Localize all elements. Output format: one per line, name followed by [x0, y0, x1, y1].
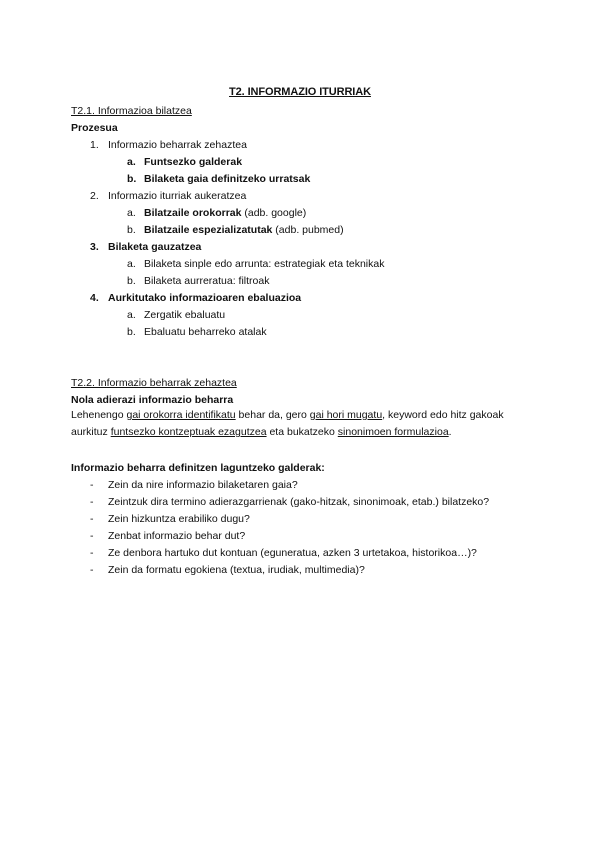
sub-item-letter: b. [127, 275, 136, 287]
question-item: Ze denbora hartuko dut kontuan (eguneratua, azken 3 urtetakoa, historikoa…)? [108, 547, 477, 559]
paragraph-text: Lehenengo [71, 409, 127, 421]
paragraph-underlined: gai orokorra identifikatu [126, 409, 236, 421]
sub-item-letter: a. [127, 156, 136, 168]
sub-item [144, 274, 269, 288]
section-2-subheading: Nola adierazi informazio beharra [71, 394, 234, 406]
sub-item-bold: Bilatzaile orokorrak [144, 207, 242, 219]
question-item: Zeintzuk dira termino adierazgarrienak (gako-hitzak, sinonimoak, etab.) bilatzeko? [108, 496, 490, 508]
sub-item [144, 206, 306, 220]
paragraph-text: , keyword edo hitz gakoak aurkituz [71, 409, 504, 438]
sub-item [144, 257, 384, 271]
list-item-number: 3. [90, 241, 99, 253]
sub-item [144, 155, 242, 169]
paragraph-text: eta bukatzeko [266, 426, 338, 438]
sub-item-letter: b. [127, 326, 136, 338]
list-item-label: Informazio iturriak aukeratzea [108, 190, 247, 202]
list-item-label: Informazio beharrak zehaztea [108, 139, 247, 151]
sub-item-rest: (adb. pubmed) [272, 224, 344, 236]
section-1-subheading: Prozesua [71, 122, 118, 134]
section-1-heading: T2.1. Informazioa bilatzea [71, 105, 192, 117]
question-item: Zenbat informazio behar dut? [108, 530, 246, 542]
question-item: Zein da formatu egokiena (textua, irudiak, multimedia)? [108, 564, 365, 576]
sub-item [144, 172, 310, 186]
list-item-number: 4. [90, 292, 99, 304]
bullet: - [90, 513, 94, 525]
list-item-label: Bilaketa gauzatzea [108, 241, 202, 253]
sub-item [144, 308, 225, 322]
paragraph-underlined: gai hori mugatu [309, 409, 383, 421]
bullet: - [90, 530, 94, 542]
paragraph-underlined: sinonimoen formulazioa [337, 426, 449, 438]
list-item-number: 1. [90, 139, 99, 151]
sub-item-letter: a. [127, 309, 136, 321]
sub-item-bold: Funtsezko galderak [144, 156, 243, 168]
document-title: T2. INFORMAZIO ITURRIAK [229, 86, 371, 98]
bullet: - [90, 564, 94, 576]
sub-item-letter: a. [127, 258, 136, 270]
paragraph-text: . [448, 426, 452, 438]
intro-paragraph [71, 407, 541, 441]
sub-item-rest: Bilaketa aurreratua: filtroak [144, 275, 270, 287]
sub-item-rest: (adb. google) [241, 207, 307, 219]
sub-item-letter: a. [127, 207, 136, 219]
sub-item-bold: Bilatzaile espezializatutak [144, 224, 273, 236]
bullet: - [90, 547, 94, 559]
sub-item [144, 325, 267, 339]
sub-item [144, 223, 344, 237]
paragraph-text: behar da, gero [235, 409, 310, 421]
sub-item-rest: Bilaketa sinple edo arrunta: estrategiak eta teknikak [144, 258, 385, 270]
sub-item-rest: Zergatik ebaluatu [144, 309, 226, 321]
sub-item-letter: b. [127, 173, 137, 185]
question-item: Zein da nire informazio bilaketaren gaia? [108, 479, 298, 491]
paragraph-underlined: funtsezko kontzeptuak ezagutzea [110, 426, 267, 438]
question-item: Zein hizkuntza erabiliko dugu? [108, 513, 250, 525]
bullet: - [90, 496, 94, 508]
sub-item-bold: Bilaketa gaia definitzeko urratsak [144, 173, 311, 185]
list-item-number: 2. [90, 190, 99, 202]
bullet: - [90, 479, 94, 491]
section-2-heading: T2.2. Informazio beharrak zehaztea [71, 377, 237, 389]
sub-item-letter: b. [127, 224, 136, 236]
list-item-label: Aurkitutako informazioaren ebaluazioa [108, 292, 302, 304]
sub-item-rest: Ebaluatu beharreko atalak [144, 326, 267, 338]
questions-heading: Informazio beharra definitzen laguntzeko galderak: [71, 462, 325, 474]
